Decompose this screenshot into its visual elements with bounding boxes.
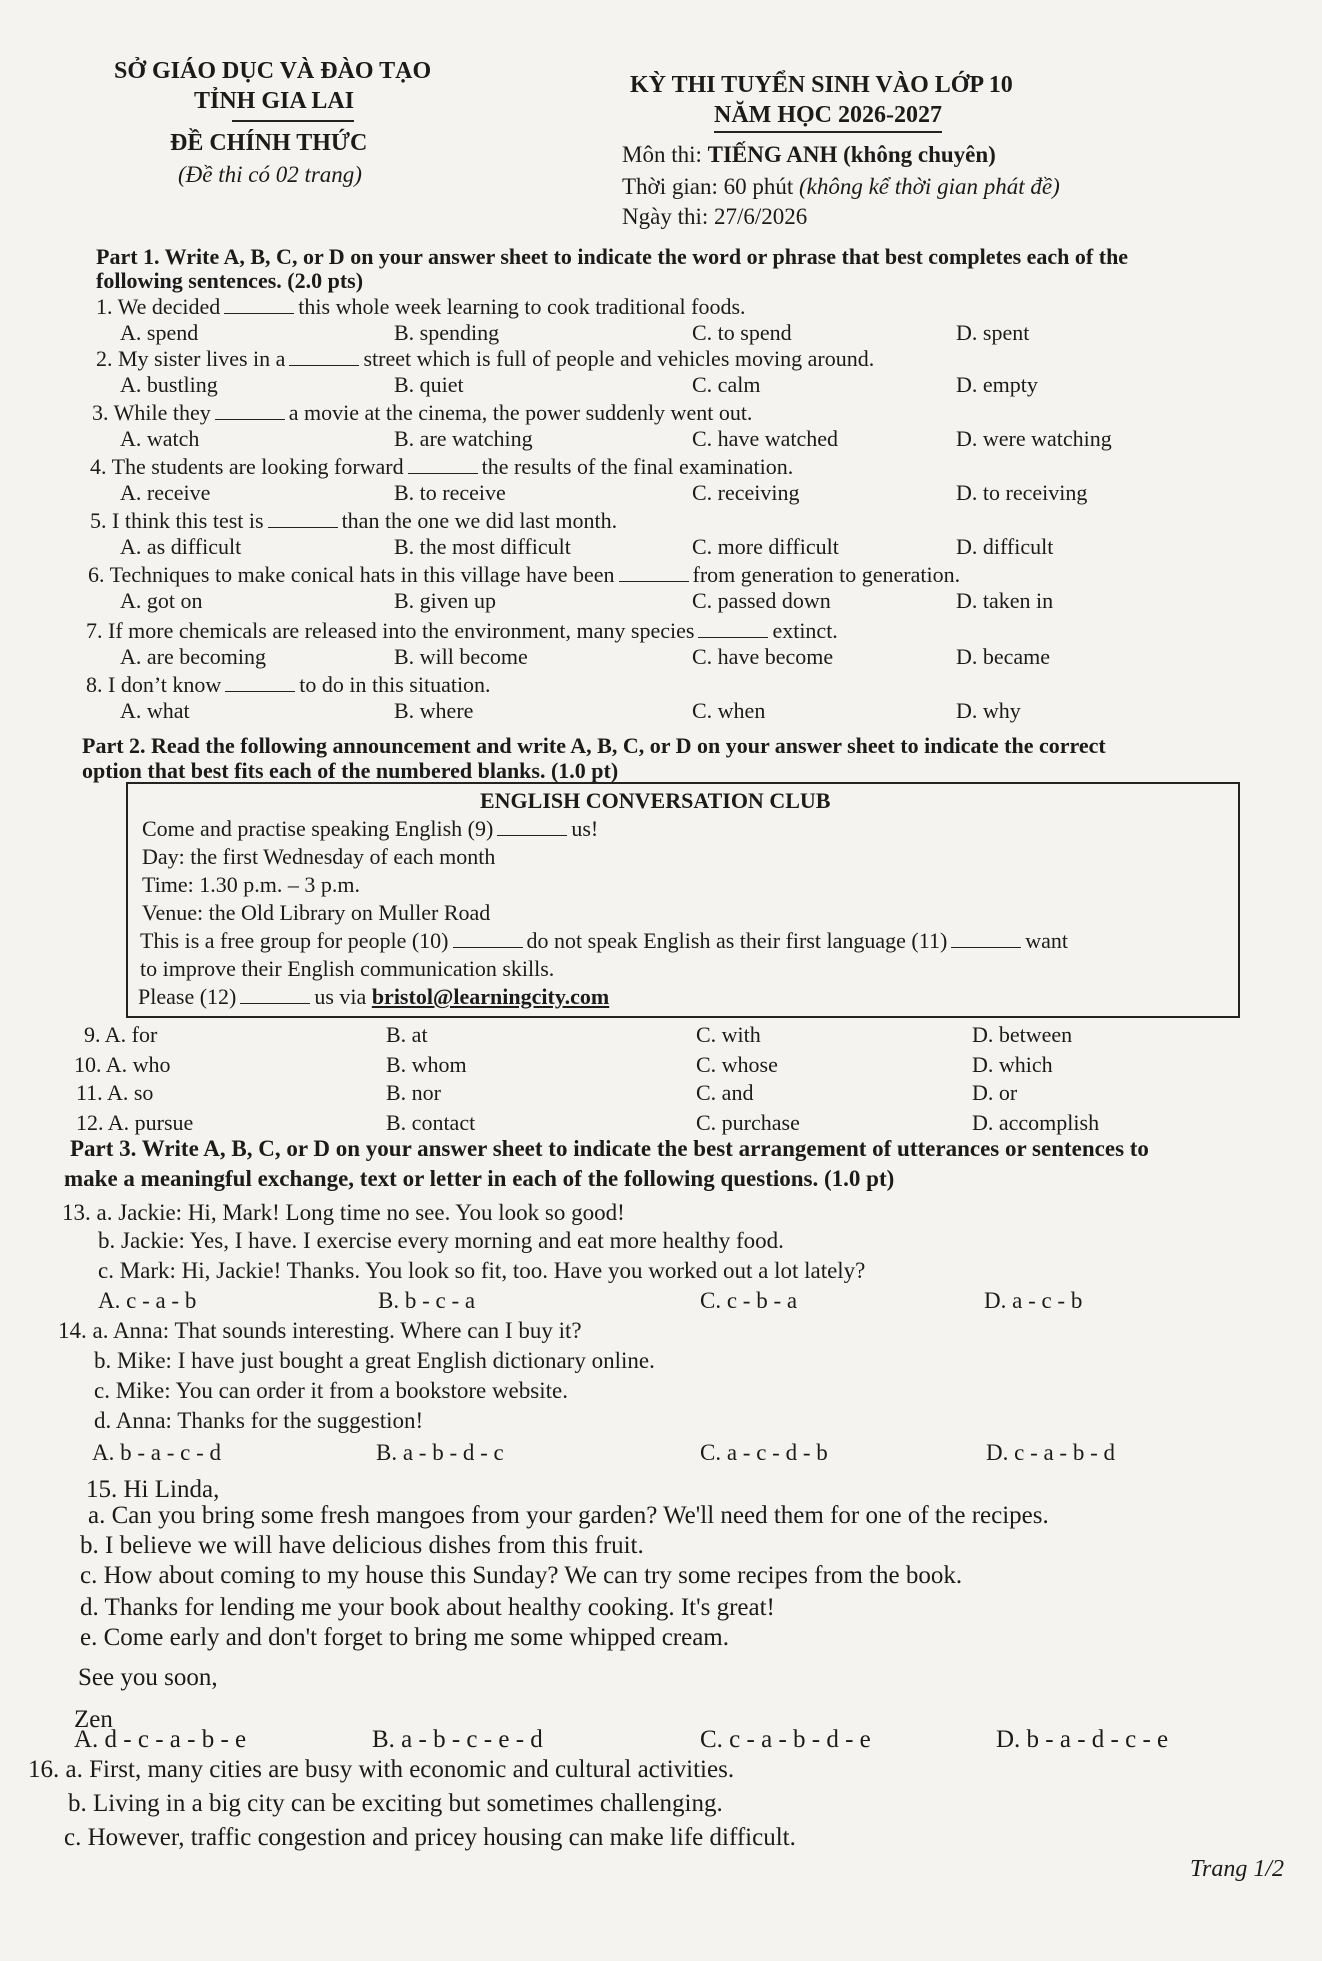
blank-9 — [497, 819, 567, 836]
answer-option: A. spend — [120, 320, 199, 345]
time-note: (không kể thời gian phát đề) — [798, 174, 1060, 199]
announcement-text: us! — [571, 816, 599, 841]
answer-option: A. b - a - c - d — [92, 1440, 222, 1465]
answer-option: B. whom — [386, 1052, 467, 1077]
question-stem — [88, 562, 960, 588]
question-text: 5. I think this test is — [90, 508, 264, 533]
question-text: street which is full of people and vehicles moving around. — [363, 346, 875, 371]
part2-title-line2: option that best fits each of the numbered blanks. (1.0 pt) — [82, 758, 619, 783]
exam-title: KỲ THI TUYỂN SINH VÀO LỚP 10 — [630, 72, 1013, 98]
question-text: 1. We decided — [96, 294, 221, 319]
time-line — [622, 174, 1060, 200]
header-divider — [232, 120, 354, 122]
question-text: to do in this situation. — [299, 672, 491, 697]
question-stem — [96, 346, 874, 372]
arrangement-line: See you soon, — [78, 1664, 218, 1691]
answer-option: C. whose — [696, 1052, 778, 1077]
club-email-link[interactable]: bristol@learningcity.com — [371, 984, 610, 1009]
answer-option: B. the most difficult — [394, 534, 571, 559]
page-number: Trang 1/2 — [1190, 1856, 1285, 1882]
answer-option: A. bustling — [120, 372, 218, 397]
announcement-line-10-11 — [140, 928, 1068, 954]
answer-option: 10. A. who — [74, 1052, 171, 1077]
announcement-title: ENGLISH CONVERSATION CLUB — [480, 788, 831, 813]
question-text: from generation to generation. — [692, 562, 961, 587]
arrangement-line: 16. a. First, many cities are busy with economic and cultural activities. — [28, 1756, 735, 1783]
arrangement-line: c. Mark: Hi, Jackie! Thanks. You look so fit, too. Have you worked out a lot lately? — [98, 1258, 866, 1283]
announcement-venue: Venue: the Old Library on Muller Road — [142, 900, 491, 925]
answer-option: C. and — [696, 1080, 754, 1105]
answer-option: D. accomplish — [972, 1110, 1100, 1135]
answer-option: D. b - a - d - c - e — [996, 1726, 1169, 1753]
question-text: a movie at the cinema, the power suddenly went out. — [288, 400, 753, 425]
answer-option: C. with — [696, 1022, 761, 1047]
answer-option: D. between — [972, 1022, 1073, 1047]
answer-option: C. when — [692, 698, 766, 723]
arrangement-line: c. How about coming to my house this Sunday? We can try some recipes from the book. — [80, 1562, 963, 1589]
answer-option: A. got on — [120, 588, 203, 613]
answer-option: A. d - c - a - b - e — [74, 1726, 247, 1753]
announcement-line-12 — [138, 984, 609, 1010]
announcement-day: Day: the first Wednesday of each month — [142, 844, 496, 869]
answer-option: C. a - c - d - b — [700, 1440, 828, 1465]
pages-note: (Đề thi có 02 trang) — [178, 162, 362, 187]
answer-option: C. have watched — [692, 426, 838, 451]
question-stem — [92, 400, 752, 426]
subject-name: TIẾNG ANH (không chuyên) — [707, 142, 996, 167]
question-stem — [90, 454, 793, 480]
arrangement-line: b. Jackie: Yes, I have. I exercise every morning and eat more healthy food. — [98, 1228, 784, 1253]
answer-option: B. at — [386, 1022, 428, 1047]
answer-option: D. why — [956, 698, 1021, 723]
answer-option: D. difficult — [956, 534, 1054, 559]
question-text: this whole week learning to cook traditional foods. — [298, 294, 746, 319]
answer-option: A. what — [120, 698, 190, 723]
answer-option: B. given up — [394, 588, 497, 613]
arrangement-line: b. Living in a big city can be exciting but sometimes challenging. — [68, 1790, 723, 1817]
answer-option: B. contact — [386, 1110, 476, 1135]
announcement-text: Come and practise speaking English (9) — [142, 816, 494, 841]
blank-11 — [951, 931, 1021, 948]
part3-title-line2: make a meaningful exchange, text or letter in each of the following questions. (1.0 pt) — [64, 1166, 895, 1191]
subject-line — [622, 142, 996, 168]
answer-blank — [225, 675, 295, 692]
question-text: 8. I don’t know — [86, 672, 222, 697]
answer-option: B. spending — [394, 320, 500, 345]
arrangement-line: c. Mike: You can order it from a bookstore website. — [94, 1378, 568, 1403]
answer-option: B. are watching — [394, 426, 533, 451]
subject-label: Môn thi: — [622, 142, 708, 167]
answer-option: A. c - a - b — [98, 1288, 197, 1313]
answer-option: D. to receiving — [956, 480, 1088, 505]
answer-blank — [408, 457, 478, 474]
question-stem — [90, 508, 617, 534]
part3-title-line1: Part 3. Write A, B, C, or D on your answer sheet to indicate the best arrangement of utterances or sentences to — [70, 1136, 1149, 1161]
question-text: extinct. — [772, 618, 838, 643]
question-text: the results of the final examination. — [481, 454, 794, 479]
answer-option: B. to receive — [394, 480, 506, 505]
answer-option: B. where — [394, 698, 474, 723]
question-text: 6. Techniques to make conical hats in this village have been — [88, 562, 615, 587]
answer-option: C. purchase — [696, 1110, 800, 1135]
announcement-text: This is a free group for people (10) — [140, 928, 449, 953]
arrangement-line: b. Mike: I have just bought a great English dictionary online. — [94, 1348, 655, 1373]
announcement-text: want — [1025, 928, 1069, 953]
question-text: 3. While they — [92, 400, 211, 425]
answer-option: 11. A. so — [76, 1080, 154, 1105]
answer-blank — [268, 511, 338, 528]
part1-title-line2: following sentences. (2.0 pts) — [96, 268, 364, 293]
announcement-line-9 — [142, 816, 598, 842]
question-stem — [86, 672, 491, 698]
answer-option: B. a - b - d - c — [376, 1440, 504, 1465]
answer-option: A. as difficult — [120, 534, 242, 559]
answer-option: B. a - b - c - e - d — [372, 1726, 543, 1753]
answer-option: D. became — [956, 644, 1051, 669]
announcement-text: us via — [314, 984, 367, 1009]
exam-date: Ngày thi: 27/6/2026 — [622, 204, 808, 229]
arrangement-line: c. However, traffic congestion and pricey housing can make life difficult. — [64, 1824, 796, 1851]
question-stem — [86, 618, 838, 644]
answer-option: D. or — [972, 1080, 1018, 1105]
arrangement-line: d. Thanks for lending me your book about healthy cooking. It's great! — [80, 1594, 775, 1621]
answer-blank — [224, 297, 294, 314]
part1-title-line1: Part 1. Write A, B, C, or D on your answer sheet to indicate the word or phrase that best completes each of the — [96, 244, 1129, 269]
announcement-line-6: to improve their English communication skills. — [140, 956, 555, 981]
department-name: SỞ GIÁO DỤC VÀ ĐÀO TẠO — [114, 58, 432, 84]
answer-option: C. calm — [692, 372, 761, 397]
arrangement-line: e. Come early and don't forget to bring me some whipped cream. — [80, 1624, 729, 1651]
province-name: TỈNH GIA LAI — [194, 88, 355, 114]
announcement-time: Time: 1.30 p.m. – 3 p.m. — [142, 872, 360, 897]
question-text: 2. My sister lives in a — [96, 346, 286, 371]
announcement-text: Please (12) — [138, 984, 237, 1009]
answer-option: C. to spend — [692, 320, 792, 345]
answer-option: A. watch — [120, 426, 200, 451]
answer-option: D. spent — [956, 320, 1030, 345]
answer-option: D. a - c - b — [984, 1288, 1083, 1313]
answer-option: 9. A. for — [84, 1022, 158, 1047]
answer-option: B. quiet — [394, 372, 464, 397]
arrangement-line: Zen — [74, 1706, 113, 1733]
answer-option: A. are becoming — [120, 644, 266, 669]
question-stem — [96, 294, 746, 320]
answer-option: D. which — [972, 1052, 1053, 1077]
question-text: 7. If more chemicals are released into the environment, many species — [86, 618, 695, 643]
arrangement-line: d. Anna: Thanks for the suggestion! — [94, 1408, 424, 1433]
blank-12 — [240, 987, 310, 1004]
arrangement-line: b. I believe we will have delicious dishes from this fruit. — [80, 1532, 644, 1559]
announcement-text: do not speak English as their first language (11) — [526, 928, 948, 953]
answer-option: C. more difficult — [692, 534, 839, 559]
official-label: ĐỀ CHÍNH THỨC — [170, 130, 368, 156]
answer-option: B. b - c - a — [378, 1288, 476, 1313]
answer-option: C. have become — [692, 644, 834, 669]
answer-option: D. taken in — [956, 588, 1054, 613]
arrangement-line: 15. Hi Linda, — [86, 1476, 220, 1503]
answer-option: C. passed down — [692, 588, 831, 613]
arrangement-line: 13. a. Jackie: Hi, Mark! Long time no see. You look so good! — [62, 1200, 625, 1225]
answer-option: 12. A. pursue — [76, 1110, 194, 1135]
question-text: than the one we did last month. — [341, 508, 618, 533]
answer-blank — [215, 403, 285, 420]
answer-blank — [698, 621, 768, 638]
time-label: Thời gian: 60 phút — [622, 174, 799, 199]
answer-option: D. were watching — [956, 426, 1112, 451]
question-text: 4. The students are looking forward — [90, 454, 404, 479]
answer-option: B. nor — [386, 1080, 441, 1105]
answer-option: D. empty — [956, 372, 1038, 397]
answer-option: C. c - a - b - d - e — [700, 1726, 871, 1753]
answer-option: A. receive — [120, 480, 211, 505]
answer-blank — [289, 349, 359, 366]
answer-option: B. will become — [394, 644, 528, 669]
answer-option: C. receiving — [692, 480, 800, 505]
answer-blank — [619, 565, 689, 582]
arrangement-line: a. Can you bring some fresh mangoes from your garden? We'll need them for one of the recipes. — [88, 1502, 1049, 1529]
arrangement-line: 14. a. Anna: That sounds interesting. Where can I buy it? — [58, 1318, 582, 1343]
school-year: NĂM HỌC 2026-2027 — [714, 102, 942, 133]
answer-option: C. c - b - a — [700, 1288, 798, 1313]
part2-title-line1: Part 2. Read the following announcement and write A, B, C, or D on your answer sheet to indicate the correct — [82, 733, 1106, 758]
answer-option: D. c - a - b - d — [986, 1440, 1116, 1465]
blank-10 — [453, 931, 523, 948]
